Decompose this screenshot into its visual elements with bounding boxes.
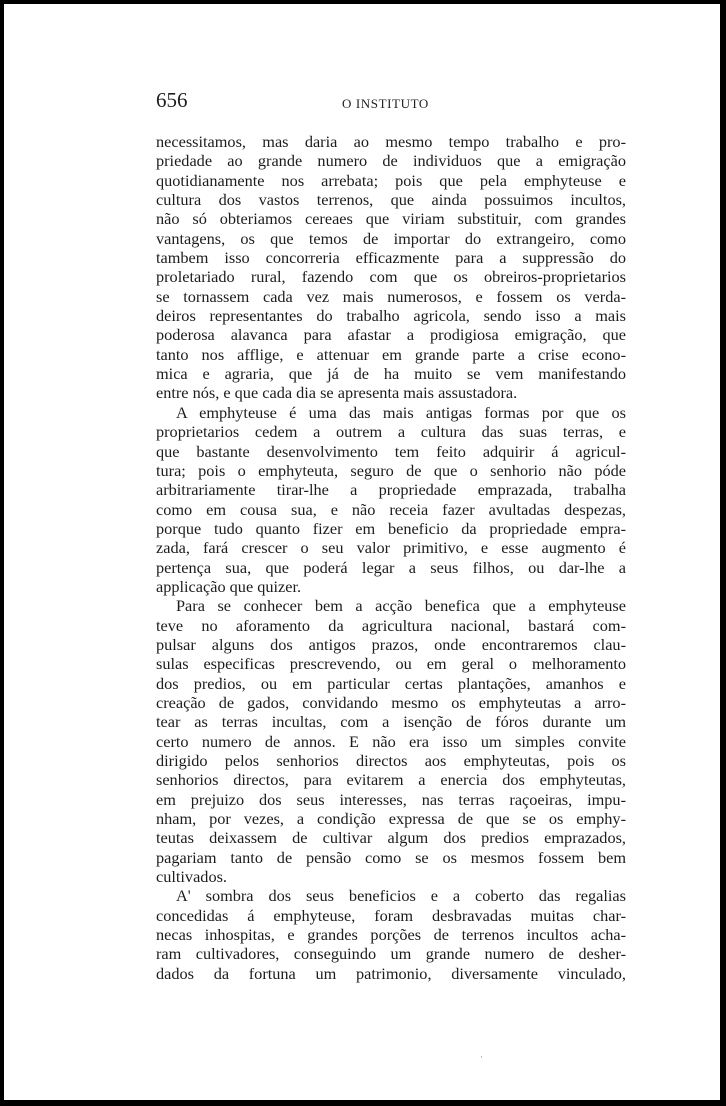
text-line: deiros representantes do trabalho agricola, sendo isso a mais — [156, 306, 626, 326]
paragraph-1 — [156, 132, 626, 403]
page-number: 656 — [156, 88, 188, 112]
text-line: senhorios directos, para evitarem a enercia dos emphyteutas, — [156, 770, 626, 790]
text-line: ram cultivadores, conseguindo um grande numero de desher- — [156, 944, 626, 964]
text-line: teutas deixassem de cultivar algum dos predios emprazados, — [156, 828, 626, 848]
text-line: poderosa alavanca para afastar a prodigiosa emigração, que — [156, 325, 626, 345]
text-line: quotidianamente nos arrebata; pois que pela emphyteuse e — [156, 170, 626, 190]
text-line: arbitrariamente tirar-lhe a propriedade emprazada, trabalha — [156, 480, 626, 500]
text-line: tambem isso concorreria efficazmente para a suppressão do — [156, 248, 626, 268]
text-line: vantagens, os que temos de importar do extrangeiro, como — [156, 228, 626, 248]
page-header — [4, 4, 720, 124]
paragraph-2 — [156, 403, 626, 596]
text-line: se tornassem cada vez mais numerosos, e fossem os verda- — [156, 286, 626, 306]
text-line: cultura dos vastos terrenos, que ainda possuimos incultos, — [156, 190, 626, 210]
text-line: não só obteriamos cereaes que viriam substituir, com grandes — [156, 209, 626, 229]
paragraph-3 — [156, 596, 626, 886]
text-line: cultivados. — [156, 867, 227, 887]
running-title: O INSTITUTO — [342, 96, 429, 111]
text-line: sulas especificas prescrevendo, ou em geral o melhoramento — [156, 654, 626, 674]
text-line: tear as terras incultas, com a isenção de fóros durante um — [156, 712, 626, 732]
text-line: tanto nos afflige, e attenuar em grande parte a crise econo- — [156, 344, 626, 364]
text-line: teve no aforamento da agricultura nacional, bastará com- — [156, 615, 626, 635]
book-page — [4, 4, 720, 1100]
text-line: concedidas á emphyteuse, foram desbravadas muitas char- — [156, 905, 626, 925]
text-line: creação de gados, convidando mesmo os emphyteutas a arro- — [156, 692, 626, 712]
text-line: A' sombra dos seus beneficios e a coberto das regalias — [176, 886, 626, 906]
text-line: proprietarios cedem a outrem a cultura das suas terras, e — [156, 422, 626, 442]
text-line: dos predios, ou em particular certas plantações, amanhos e — [156, 673, 626, 693]
text-line: Para se conhecer bem a acção benefica que a emphyteuse — [176, 596, 626, 616]
text-line: porque tudo quanto fizer em beneficio da propriedade empra- — [156, 518, 626, 538]
text-line: necas inhospitas, e grandes porções de terrenos incultos acha- — [156, 925, 626, 945]
text-line: dirigido pelos senhorios directos aos emphyteutas, pois os — [156, 751, 626, 770]
text-line: zada, fará crescer o seu valor primitivo, e esse augmento é — [156, 538, 626, 558]
text-line: certo numero de annos. E não era isso um simples convite — [156, 731, 626, 751]
text-line: priedade ao grande numero de individuos que a emigração — [156, 151, 626, 171]
print-speck: · — [480, 1052, 483, 1062]
text-line: entre nós, e que cada dia se apresenta mais assustadora. — [156, 383, 518, 403]
text-line: dados da fortuna um patrimonio, diversamente vinculado, — [156, 963, 626, 983]
text-line: pagariam tanto de pensão como se os mesmos fossem bem — [156, 847, 626, 867]
text-line: tura; pois o emphyteuta, seguro de que o senhorio não póde — [156, 460, 626, 480]
text-line: applicação que quizer. — [156, 576, 302, 596]
text-line: em prejuizo dos seus interesses, nas terras raçoeiras, impu- — [156, 789, 626, 809]
text-line: nham, por vezes, a condição expressa de que se os emphy- — [156, 809, 626, 829]
text-line: que bastante desenvolvimento tem feito adquirir á agricul- — [156, 441, 626, 461]
text-line: pulsar alguns dos antigos prazos, onde encontraremos clau- — [156, 634, 626, 654]
text-line: mica e agraria, que já de ha muito se vem manifestando — [156, 364, 626, 384]
text-line: proletariado rural, fazendo com que os obreiros-proprietarios — [156, 267, 626, 287]
body-text — [156, 132, 626, 983]
paragraph-4 — [156, 886, 626, 983]
text-line: como em cousa sua, e não receia fazer avultadas despezas, — [156, 499, 626, 519]
text-line: necessitamos, mas daria ao mesmo tempo trabalho e pro- — [156, 132, 626, 151]
text-line: pertença sua, que poderá legar a seus filhos, ou dar-lhe a — [156, 557, 626, 577]
text-line: A emphyteuse é uma das mais antigas formas por que os — [176, 402, 626, 422]
